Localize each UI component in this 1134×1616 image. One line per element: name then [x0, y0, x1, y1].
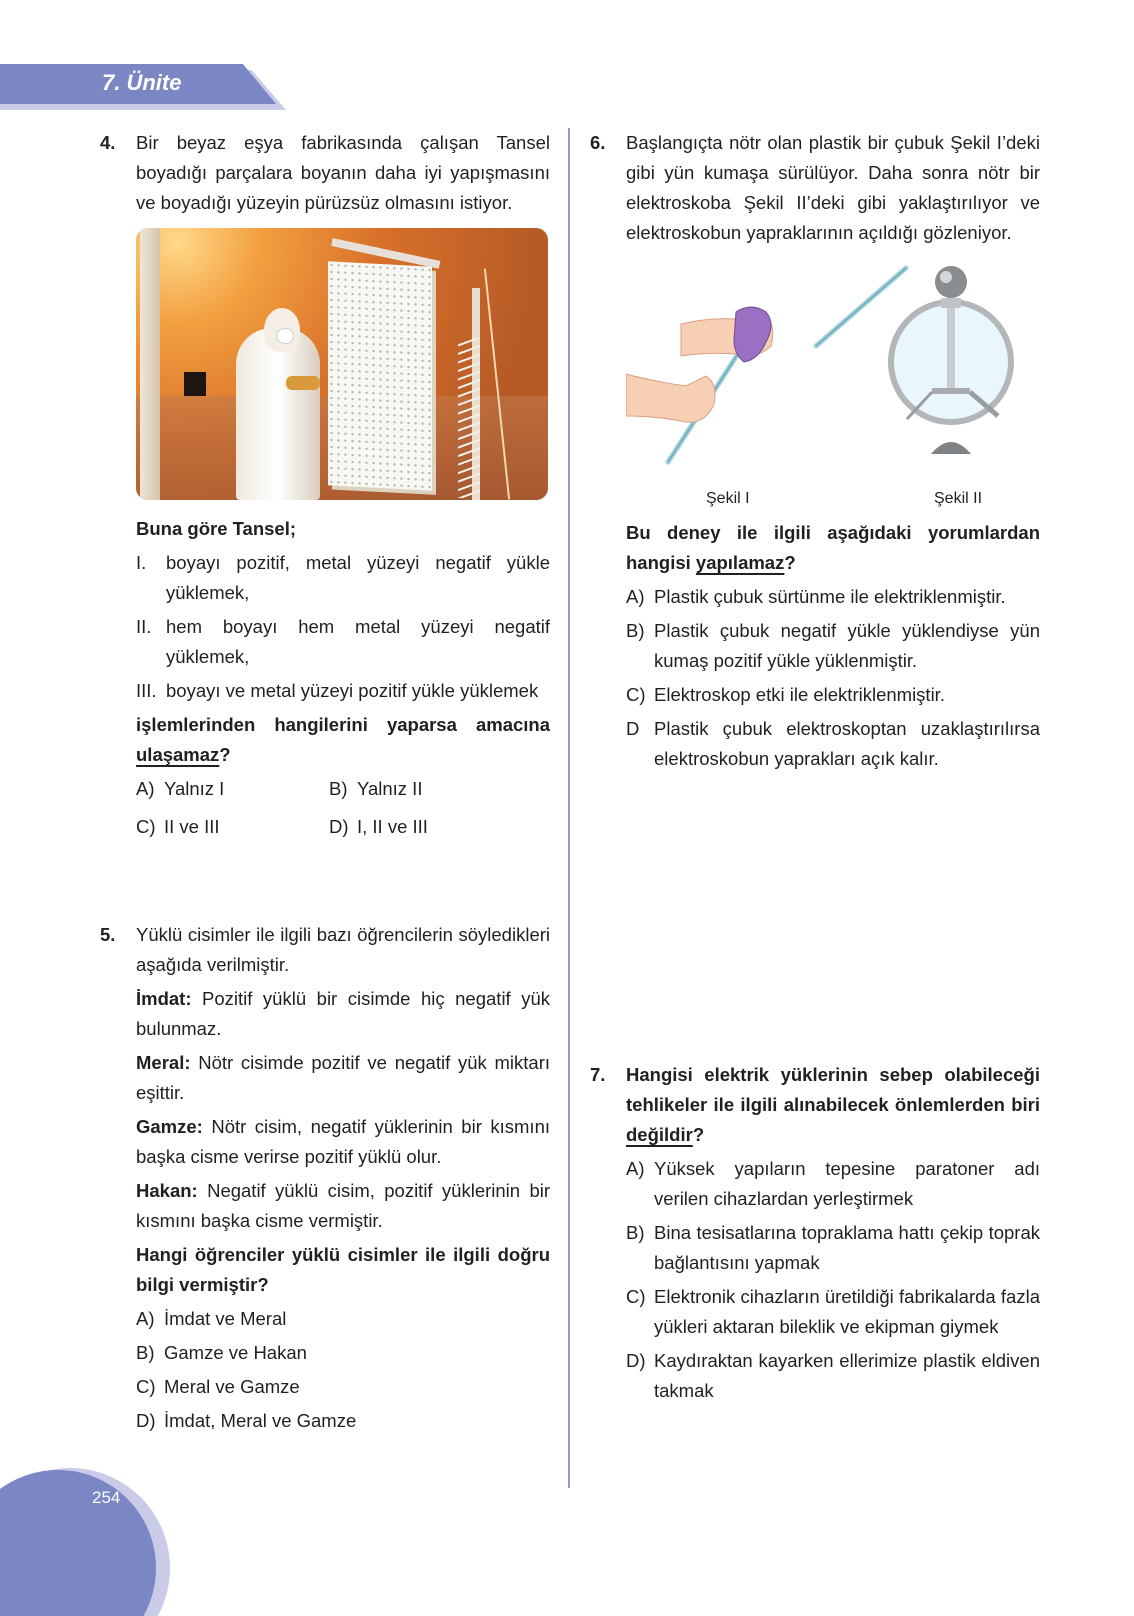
statement-gamze: Gamze: Nötr cisim, negatif yüklerinin bir kısmını başka cisme verirse pozitif yüklü olur.	[136, 1116, 550, 1167]
statement-imdat: İmdat: Pozitif yüklü bir cisimde hiç negatif yük bulunmaz.	[136, 988, 551, 1039]
figure-1-rubbing-rod	[626, 307, 773, 462]
left-column	[100, 128, 550, 1440]
question-number: 6.	[590, 132, 606, 153]
question-prompt: Bu deney ile ilgili aşağıdaki yorumlardan hangisi yapılamaz?	[626, 522, 1040, 573]
option-c[interactable]: C) Elektronik cihazların üretildiği fabrikalarda fazla yükleri aktaran bileklik ve ekipman giymek	[626, 1286, 1040, 1337]
option-a[interactable]: A) Yalnız I	[136, 778, 225, 799]
question-stem: Yüklü cisimler ile ilgili bazı öğrencilerin söyledikleri aşağıda verilmiştir.	[136, 924, 550, 975]
option-a[interactable]: A) Plastik çubuk sürtünme ile elektriklenmiştir.	[626, 586, 1006, 607]
perforated-panel	[328, 261, 432, 490]
list-item: II. hem boyayı hem metal yüzeyi negatif yüklemek,	[136, 616, 550, 667]
question-5	[100, 920, 550, 1436]
option-c[interactable]: C) II ve III	[136, 816, 220, 837]
question-lead: Buna göre Tansel;	[136, 518, 297, 539]
page-number: 254	[92, 1488, 121, 1507]
list-item: III. boyayı ve metal yüzeyi pozitif yükle yüklemek	[136, 680, 539, 701]
statement-hakan: Hakan: Negatif yüklü cisim, pozitif yüklerinin bir kısmını başka cisme vermiştir.	[136, 1180, 551, 1231]
question-6	[590, 128, 1040, 774]
figure-illustration	[626, 264, 1056, 486]
column-divider	[568, 128, 570, 1488]
right-column	[590, 128, 1040, 1401]
option-b[interactable]: B) Plastik çubuk negatif yükle yüklendiyse yün kumaş pozitif yükle yüklenmiştir.	[626, 620, 1040, 671]
question-number: 4.	[100, 132, 116, 153]
experiment-figures	[626, 264, 1056, 507]
worker	[236, 328, 320, 500]
option-a[interactable]: A) İmdat ve Meral	[136, 1308, 287, 1329]
option-d[interactable]: D Plastik çubuk elektroskoptan uzaklaştırılırsa elektroskobun yaprakları açık kalır.	[626, 718, 1040, 769]
page-number-badge	[0, 1464, 176, 1616]
unit-banner	[0, 64, 290, 108]
figure-2-label: Şekil II	[934, 490, 983, 507]
figure-1-label: Şekil I	[706, 490, 750, 507]
answer-options	[136, 774, 550, 846]
option-c[interactable]: C) Elektroskop etki ile elektriklenmiştir.	[626, 684, 945, 705]
question-number: 7.	[590, 1064, 606, 1085]
painting-photo	[136, 228, 548, 500]
question-4	[100, 128, 550, 846]
figure-2-electroscope	[816, 266, 1011, 454]
list-item: I. boyayı pozitif, metal yüzeyi negatif yükle yüklemek,	[136, 552, 550, 603]
spray-gun	[286, 376, 320, 390]
option-c[interactable]: C) Meral ve Gamze	[136, 1376, 300, 1397]
question-7	[590, 1060, 1040, 1410]
statement-meral: Meral: Nötr cisimde pozitif ve negatif yük miktarı eşittir.	[136, 1052, 550, 1103]
option-a[interactable]: A) Yüksek yapıların tepesine paratoner adı verilen cihazlardan yerleştirmek	[626, 1158, 1040, 1209]
option-b[interactable]: B) Gamze ve Hakan	[136, 1342, 307, 1363]
option-d[interactable]: D) Kaydıraktan kayarken ellerimize plastik eldiven takmak	[626, 1350, 1040, 1401]
question-stem: Başlangıçta nötr olan plastik bir çubuk Şekil I’deki gibi yün kumaşa sürülüyor. Daha sonra nötr bir elektroskoba Şekil II’deki gibi yaklaştırılıyor ve elektroskobun yapraklarının açıldığı gözleniyor.	[626, 132, 1040, 243]
question-stem: Bir beyaz eşya fabrikasında çalışan Tansel boyadığı parçalara boyanın daha iyi yapışmasını ve boyadığı yüzeyin pürüzsüz olmasını istiyor.	[136, 132, 550, 213]
question-prompt: Hangi öğrenciler yüklü cisimler ile ilgili doğru bilgi vermiştir?	[136, 1244, 550, 1295]
option-b[interactable]: B) Yalnız II	[329, 778, 423, 799]
option-d[interactable]: D) İmdat, Meral ve Gamze	[136, 1410, 357, 1431]
question-number: 5.	[100, 924, 116, 945]
question-prompt: işlemlerinden hangilerini yaparsa amacına ulaşamaz?	[136, 714, 550, 765]
option-b[interactable]: B) Bina tesisatlarına topraklama hattı çekip toprak bağlantısını yapmak	[626, 1222, 1040, 1273]
option-d[interactable]: D) I, II ve III	[329, 816, 428, 837]
question-prompt: Hangisi elektrik yüklerinin sebep olabileceği tehlikeler ile ilgili alınabilecek önlemlerden biri değildir?	[626, 1064, 1040, 1145]
unit-title: 7. Ünite	[102, 70, 182, 95]
